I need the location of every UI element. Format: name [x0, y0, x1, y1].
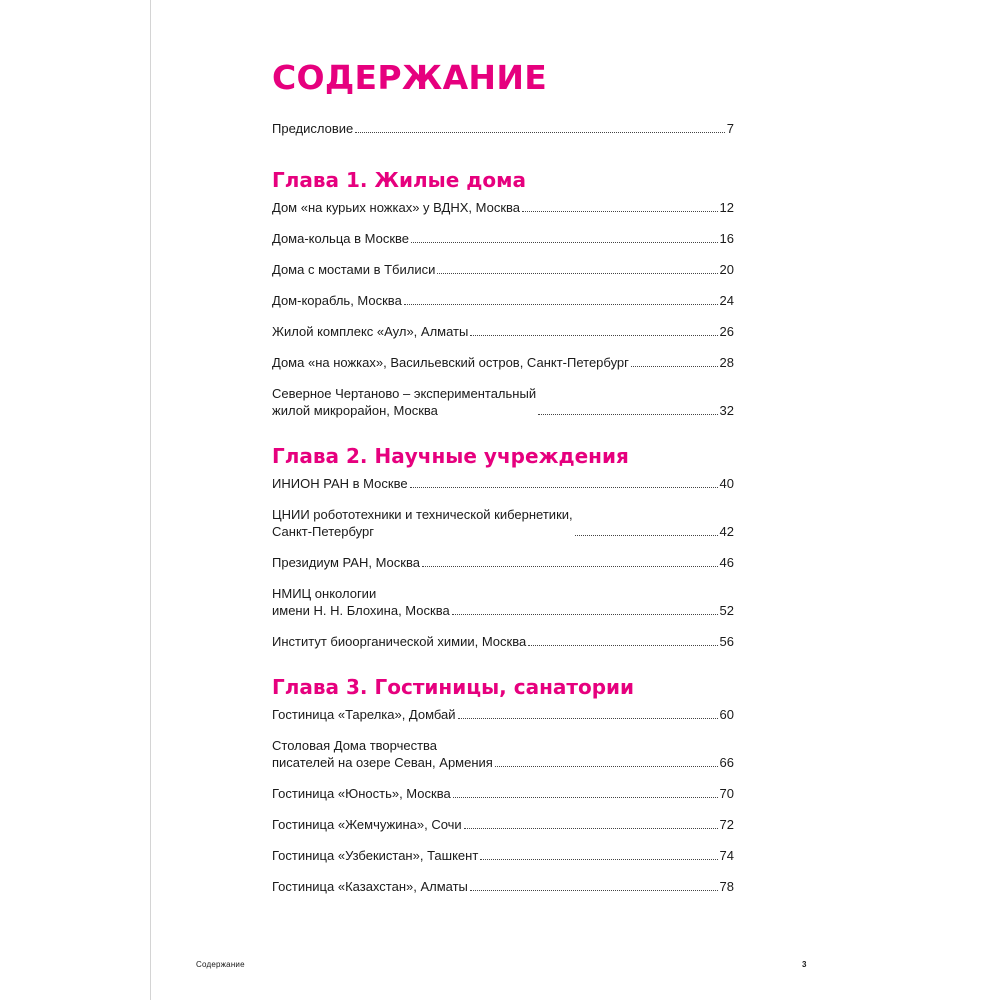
toc-entry[interactable] [272, 292, 734, 309]
toc-entry-title-line: Гостиница «Жемчужина», Сочи [272, 817, 462, 832]
page-edge-divider [150, 0, 151, 1000]
toc-entry-title [272, 585, 450, 619]
toc-entry-page: 26 [719, 324, 734, 339]
table-of-contents [272, 58, 734, 919]
toc-entry-title: Предисловие [272, 121, 354, 136]
toc-entry-page: 72 [719, 817, 734, 832]
dot-leader [411, 242, 718, 243]
dot-leader [470, 335, 717, 336]
toc-entry-page: 78 [719, 879, 734, 894]
toc-entry-page: 12 [719, 200, 734, 215]
toc-entry[interactable] [272, 816, 734, 833]
dot-leader [575, 535, 718, 536]
toc-entry[interactable] [272, 585, 734, 619]
chapter-section [272, 443, 734, 650]
toc-entry[interactable] [272, 475, 734, 492]
toc-entry-title-line: жилой микрорайон, Москва [272, 403, 438, 418]
dot-leader [470, 890, 718, 891]
dot-leader [480, 859, 717, 860]
chapter-section [272, 674, 734, 895]
toc-entry-title [272, 230, 409, 247]
toc-entry-title [272, 737, 493, 771]
toc-entry-title-line: Гостиница «Узбекистан», Ташкент [272, 848, 479, 863]
toc-entry-title [272, 785, 451, 802]
toc-entry-page: 32 [719, 403, 734, 418]
toc-entry-title [272, 323, 468, 340]
toc-entry-page: 60 [719, 707, 734, 722]
toc-entry-title [272, 292, 402, 309]
toc-entry[interactable] [272, 737, 734, 771]
toc-entry[interactable] [272, 506, 734, 540]
page-title: СОДЕРЖАНИЕ [272, 58, 548, 97]
toc-entry-title-line: Президиум РАН, Москва [272, 555, 420, 570]
toc-entry-title [272, 633, 526, 650]
running-footer-section: Содержание [196, 960, 245, 969]
toc-entry-title [272, 385, 536, 419]
dot-leader [437, 273, 717, 274]
toc-entry-title-line: Институт биоорганической химии, Москва [272, 634, 527, 649]
toc-entry-title-line: Дома «на ножках», Васильевский остров, Санкт-Петербург [272, 355, 629, 370]
toc-entry-title [272, 475, 408, 492]
toc-entry-page: 74 [719, 848, 734, 863]
toc-entry-page: 20 [719, 262, 734, 277]
toc-entry-title [272, 554, 420, 571]
toc-entry-title [272, 878, 468, 895]
toc-entry-title [272, 816, 462, 833]
chapter-heading: Глава 2. Научные учреждения [272, 444, 629, 468]
toc-entry-page: 28 [719, 355, 734, 370]
toc-entry-title-line: Дома-кольца в Москве [272, 231, 410, 246]
chapter-list [272, 167, 734, 895]
toc-entry-title-line: писателей на озере Севан, Армения [272, 755, 493, 770]
toc-entry-page: 24 [719, 293, 734, 308]
toc-entry-title-line: имени Н. Н. Блохина, Москва [272, 603, 450, 618]
toc-entry[interactable] [272, 261, 734, 278]
toc-entry-title-line: Гостиница «Казахстан», Алматы [272, 879, 468, 894]
toc-entry-page: 42 [719, 524, 734, 539]
toc-entry-page: 40 [719, 476, 734, 491]
toc-entry-title-line: ЦНИИ робототехники и технической кибернетики, [272, 507, 573, 522]
toc-entry-title-line: Санкт-Петербург [272, 524, 374, 539]
footer-page-number: 3 [802, 960, 807, 969]
toc-entry-title [272, 199, 520, 216]
toc-entry[interactable] [272, 633, 734, 650]
toc-entry-title-line: Гостиница «Тарелка», Домбай [272, 707, 456, 722]
toc-entry-title [272, 506, 573, 540]
toc-entry[interactable] [272, 354, 734, 371]
toc-entry-title-line: Столовая Дома творчества [272, 738, 438, 753]
toc-entry-page: 46 [719, 555, 734, 570]
toc-entry[interactable] [272, 554, 734, 571]
dot-leader [404, 304, 718, 305]
toc-entry-page: 70 [719, 786, 734, 801]
toc-entry[interactable] [272, 878, 734, 895]
dot-leader [464, 828, 718, 829]
dot-leader [453, 797, 718, 798]
toc-entry-preface[interactable] [272, 120, 734, 137]
dot-leader [522, 211, 718, 212]
dot-leader [631, 366, 718, 367]
toc-entry-title-line: Дома с мостами в Тбилиси [272, 262, 436, 277]
toc-entry-page: 52 [719, 603, 734, 618]
dot-leader [528, 645, 717, 646]
dot-leader [452, 614, 718, 615]
chapter-heading: Глава 3. Гостиницы, санатории [272, 675, 635, 699]
toc-entry-page: 56 [719, 634, 734, 649]
toc-entry-title-line: Жилой комплекс «Аул», Алматы [272, 324, 469, 339]
toc-entry-title [272, 847, 478, 864]
toc-entry-title-line: Дом-корабль, Москва [272, 293, 402, 308]
toc-entry-title-line: Гостиница «Юность», Москва [272, 786, 451, 801]
dot-leader [355, 132, 725, 133]
dot-leader [458, 718, 718, 719]
dot-leader [422, 566, 718, 567]
toc-entry[interactable] [272, 706, 734, 723]
toc-entry[interactable] [272, 230, 734, 247]
toc-entry-page: 7 [726, 121, 734, 136]
toc-entry-title-line: ИНИОН РАН в Москве [272, 476, 408, 491]
toc-entry-title [272, 706, 456, 723]
toc-entry-page: 16 [719, 231, 734, 246]
dot-leader [538, 414, 717, 415]
chapter-heading: Глава 1. Жилые дома [272, 168, 526, 192]
toc-entry-title-line: НМИЦ онкологии [272, 586, 377, 601]
toc-entry[interactable] [272, 385, 734, 419]
dot-leader [495, 766, 718, 767]
toc-entry-title-line: Северное Чертаново – экспериментальный [272, 386, 537, 401]
toc-entry[interactable] [272, 785, 734, 802]
dot-leader [410, 487, 718, 488]
toc-entry-title-line: Дом «на курьих ножках» у ВДНХ, Москва [272, 200, 521, 215]
toc-entry[interactable] [272, 847, 734, 864]
toc-entry[interactable] [272, 323, 734, 340]
toc-entry-page: 66 [719, 755, 734, 770]
toc-entry[interactable] [272, 199, 734, 216]
chapter-section [272, 167, 734, 419]
toc-entry-title [272, 354, 629, 371]
toc-entry-title [272, 261, 435, 278]
